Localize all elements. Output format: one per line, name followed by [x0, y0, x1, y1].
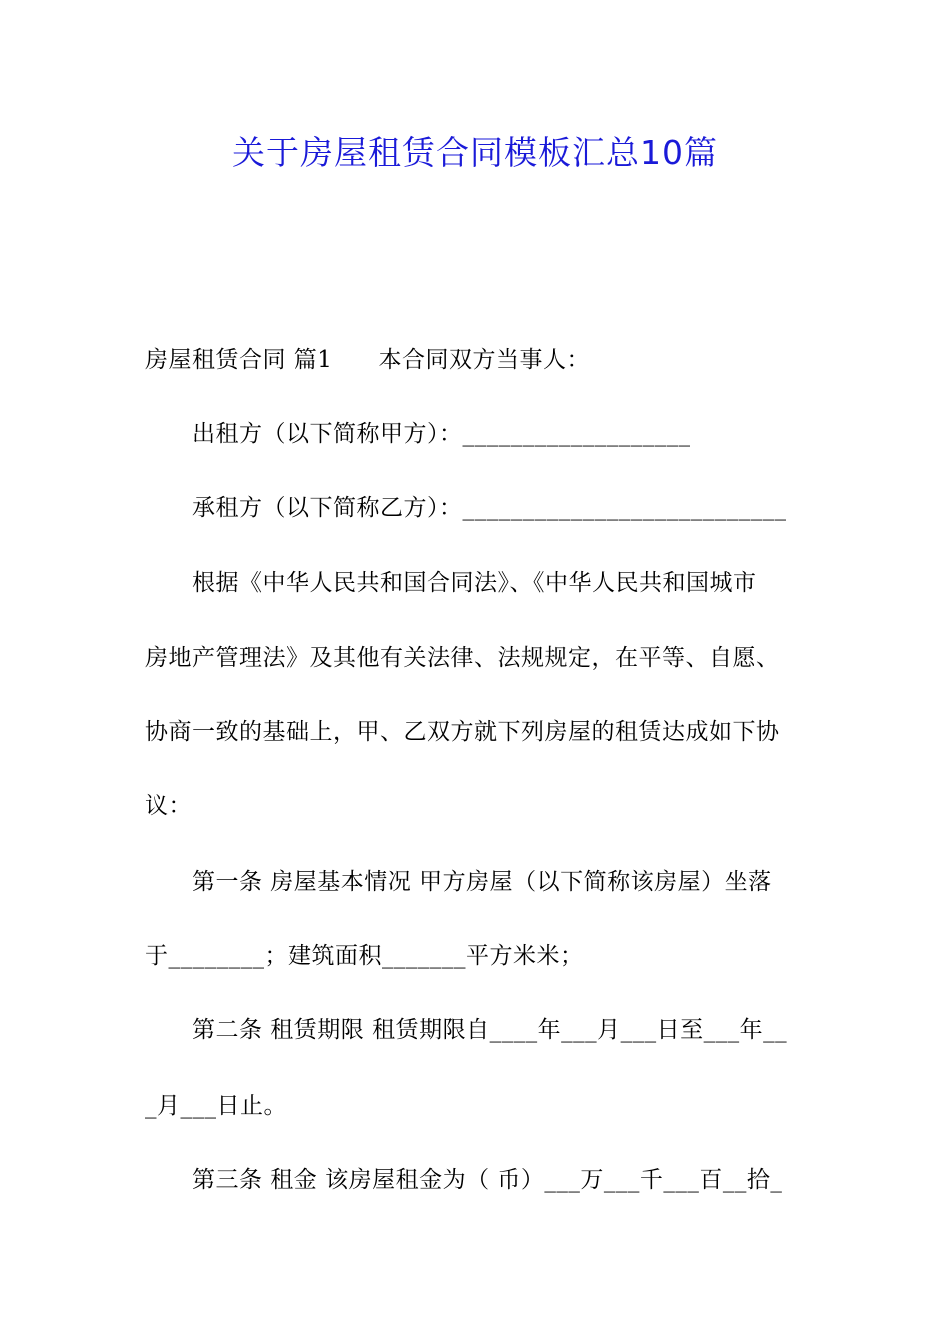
text-line: 第二条 租赁期限 租赁期限自____年___月___日至___年__: [192, 1017, 788, 1043]
text-line: 议：: [145, 793, 192, 819]
text-line: 第三条 租金 该房屋租金为（ 币）___万___千___百__拾_: [192, 1167, 783, 1193]
contract-heading-label: 房屋租赁合同 篇1: [145, 347, 333, 373]
text-line: 协商一致的基础上，甲、乙双方就下列房屋的租赁达成如下协: [145, 719, 780, 745]
text-line: _月___日止。: [145, 1093, 287, 1119]
text-line: 根据《中华人民共和国合同法》、《中华人民共和国城市: [192, 570, 757, 596]
text-line: 承租方（以下简称乙方）：___________________________: [192, 495, 787, 521]
text-line: 出租方（以下简称甲方）：___________________: [192, 421, 691, 447]
contract-heading-text: 本合同双方当事人：: [378, 347, 590, 373]
contract-heading: [145, 340, 810, 380]
text-line: 房地产管理法》及其他有关法律、法规规定，在平等、自愿、: [145, 645, 780, 671]
text-line: 第一条 房屋基本情况 甲方房屋（以下简称该房屋）坐落: [192, 869, 772, 895]
document-title: 关于房屋租赁合同模板汇总10篇: [232, 133, 718, 172]
text-line: 于________；建筑面积_______平方米米；: [145, 943, 584, 969]
